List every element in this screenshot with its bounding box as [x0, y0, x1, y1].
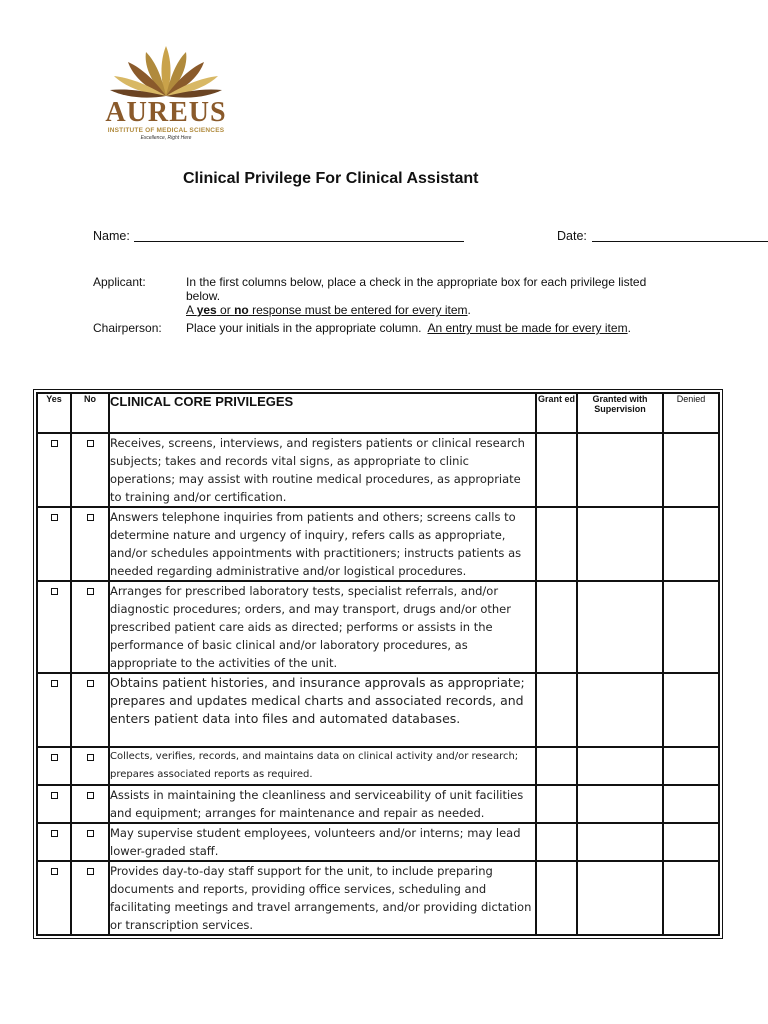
document-title: Clinical Privilege For Clinical Assistant [183, 170, 479, 187]
table-row [37, 581, 719, 673]
yes-checkbox[interactable] [51, 830, 58, 837]
privilege-description: Answers telephone inquiries from patients and others; screens calls to determine nature and urgency of inquiry, refers calls as appropriate, and/or schedules appointments with practitioners; instructs patients as needed regarding administrative and/or logistical procedures. [109, 507, 536, 581]
granted-cell[interactable] [536, 747, 577, 785]
table-row [37, 433, 719, 507]
yes-checkbox[interactable] [51, 514, 58, 521]
date-field[interactable] [592, 241, 768, 242]
logo-subtitle: INSTITUTE OF MEDICAL SCIENCES [107, 127, 225, 134]
col-no-header: No [71, 393, 109, 433]
denied-cell[interactable] [663, 747, 719, 785]
chairperson-rule: An entry must be made for every item [427, 321, 628, 335]
no-checkbox[interactable] [87, 680, 94, 687]
supervision-cell[interactable] [577, 673, 663, 747]
granted-cell[interactable] [536, 433, 577, 507]
no-checkbox[interactable] [87, 588, 94, 595]
applicant-instructions [186, 275, 666, 317]
applicant-text: In the first columns below, place a check in the appropriate box for each privilege listed below. [186, 275, 647, 303]
privileges-table [36, 392, 720, 936]
denied-cell[interactable] [663, 673, 719, 747]
table-row [37, 861, 719, 935]
no-checkbox[interactable] [87, 868, 94, 875]
privilege-description: Provides day-to-day staff support for the unit, to include preparing documents and reports, providing office services, scheduling and facilitating meetings and travel arrangements, and/or providing dictation or transcription services. [109, 861, 536, 935]
supervision-cell[interactable] [577, 581, 663, 673]
denied-cell[interactable] [663, 507, 719, 581]
yes-checkbox[interactable] [51, 588, 58, 595]
supervision-cell[interactable] [577, 785, 663, 823]
name-label: Name: [93, 229, 130, 243]
privilege-description: Obtains patient histories, and insurance approvals as appropriate; prepares and updates medical charts and associated records, and enters patient data into files and automated databases. [109, 673, 536, 747]
table-row [37, 507, 719, 581]
granted-cell[interactable] [536, 507, 577, 581]
denied-cell[interactable] [663, 785, 719, 823]
applicant-rule: A yes or no response must be entered for every item. [186, 303, 471, 317]
lotus-icon [96, 44, 236, 104]
col-privileges-header: CLINICAL CORE PRIVILEGES [109, 393, 536, 433]
logo-brand: AUREUS [105, 97, 227, 128]
granted-cell[interactable] [536, 581, 577, 673]
supervision-cell[interactable] [577, 433, 663, 507]
table-header-row [37, 393, 719, 433]
privilege-description: Receives, screens, interviews, and registers patients or clinical research subjects; takes and records vital signs, as appropriate to clinic operations; may assist with routine medical procedures, as appropriate to training and/or certification. [109, 433, 536, 507]
granted-cell[interactable] [536, 823, 577, 861]
denied-cell[interactable] [663, 581, 719, 673]
col-granted-header: Grant ed [536, 393, 577, 433]
supervision-cell[interactable] [577, 747, 663, 785]
yes-checkbox[interactable] [51, 754, 58, 761]
yes-checkbox[interactable] [51, 792, 58, 799]
col-denied-header: Denied [663, 393, 719, 433]
granted-cell[interactable] [536, 861, 577, 935]
table-row [37, 673, 719, 747]
logo-tagline: Excellence, Right Here [140, 135, 192, 141]
aureus-logo [96, 44, 236, 144]
col-supervision-header: Granted with Supervision [577, 393, 663, 433]
supervision-cell[interactable] [577, 507, 663, 581]
no-checkbox[interactable] [87, 514, 94, 521]
no-checkbox[interactable] [87, 754, 94, 761]
chairperson-label: Chairperson: [93, 321, 162, 335]
denied-cell[interactable] [663, 823, 719, 861]
yes-checkbox[interactable] [51, 680, 58, 687]
col-yes-header: Yes [37, 393, 71, 433]
chairperson-instructions: Place your initials in the appropriate column. An entry must be made for every item. [186, 321, 631, 335]
privilege-description: Arranges for prescribed laboratory tests, specialist referrals, and/or diagnostic procedures; orders, and may transport, drugs and/or other prescribed patient care aids as directed; performs or assists in the performance of basic clinical and/or laboratory procedures, as appropriate to the activities of the unit. [109, 581, 536, 673]
granted-cell[interactable] [536, 673, 577, 747]
no-checkbox[interactable] [87, 440, 94, 447]
table-row [37, 823, 719, 861]
supervision-cell[interactable] [577, 823, 663, 861]
privilege-description: Collects, verifies, records, and maintains data on clinical activity and/or research; prepares associated reports as required. [109, 747, 536, 785]
granted-cell[interactable] [536, 785, 577, 823]
yes-checkbox[interactable] [51, 440, 58, 447]
supervision-cell[interactable] [577, 861, 663, 935]
denied-cell[interactable] [663, 861, 719, 935]
no-checkbox[interactable] [87, 830, 94, 837]
name-field[interactable] [134, 241, 464, 242]
chairperson-text: Place your initials in the appropriate column. [186, 321, 422, 335]
date-label: Date: [557, 229, 587, 243]
denied-cell[interactable] [663, 433, 719, 507]
table-row [37, 785, 719, 823]
table-row [37, 747, 719, 785]
no-checkbox[interactable] [87, 792, 94, 799]
privilege-description: May supervise student employees, volunteers and/or interns; may lead lower-graded staff. [109, 823, 536, 861]
yes-checkbox[interactable] [51, 868, 58, 875]
applicant-label: Applicant: [93, 275, 146, 289]
privilege-description: Assists in maintaining the cleanliness and serviceability of unit facilities and equipment; arranges for maintenance and repair as needed. [109, 785, 536, 823]
